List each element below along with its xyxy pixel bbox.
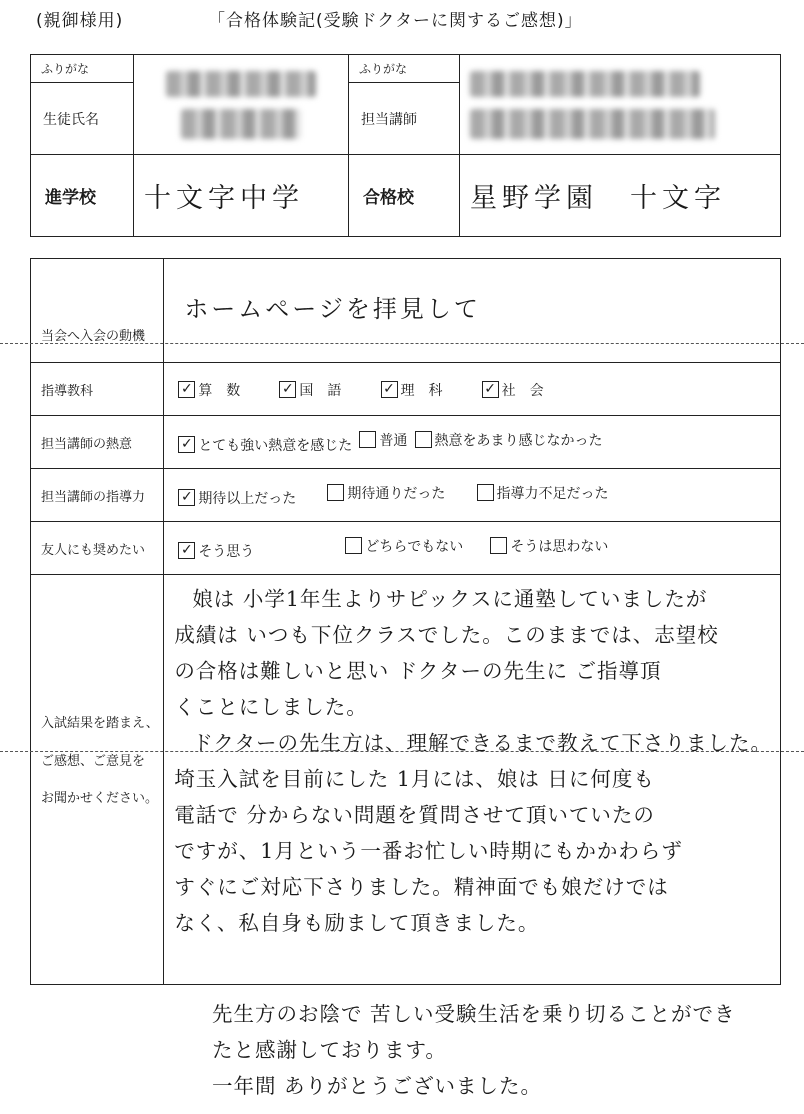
option-normal[interactable]: 普通	[359, 430, 407, 450]
checkbox-agree[interactable]: ✓	[178, 542, 195, 559]
teacher-furigana-label: ふりがな	[349, 55, 460, 83]
comment-line: 一年間 ありがとうございました。	[212, 1074, 543, 1098]
comment-line: たと感謝しております。	[212, 1038, 447, 1062]
ability-options	[164, 469, 781, 522]
checkbox-japanese[interactable]: ✓	[279, 381, 296, 398]
comment-line: ドクターの先生方は、理解できるまで教えて下さりました。	[192, 731, 772, 755]
ability-label: 担当講師の指導力	[31, 469, 164, 522]
audience-label: (親御様用)	[36, 11, 124, 31]
survey-table	[30, 258, 781, 985]
passed-school-value: 星野学園 十文字	[460, 155, 781, 237]
student-name-label: 生徒氏名	[31, 83, 134, 155]
comment-line: 電話で 分からない問題を質問させて頂いていたの	[174, 803, 655, 827]
checkbox-insufficient[interactable]	[477, 484, 494, 501]
comment-continuation	[212, 996, 792, 1104]
option-insufficient[interactable]: 指導力不足だった	[477, 483, 609, 503]
option-japanese[interactable]: ✓ 国 語	[279, 380, 341, 400]
comment-line: 先生方のお陰で 苦しい受験生活を乗り切ることができ	[212, 1002, 736, 1026]
comment-label-line: ご感想、ご意見を	[41, 753, 146, 769]
comment-line: くことにしました。	[174, 695, 368, 719]
comment-label-line: お聞かせください。	[41, 791, 159, 807]
checkbox-as-expected[interactable]	[327, 484, 344, 501]
comment-line: 成績は いつも下位クラスでした。このままでは、志望校	[174, 623, 719, 647]
subjects-label: 指導教科	[31, 363, 164, 416]
enthusiasm-label: 担当講師の熱意	[31, 416, 164, 469]
option-math[interactable]: ✓ 算 数	[178, 380, 240, 400]
checkbox-above-expectation[interactable]: ✓	[178, 489, 195, 506]
document-title: 「合格体験記(受験ドクターに関するご感想)」	[208, 11, 583, 31]
student-name-redacted	[134, 55, 349, 155]
comment-line: 埼玉入試を目前にした 1月には、娘は 日に何度も	[174, 767, 655, 791]
enrolled-school-value: 十文字中学	[134, 155, 349, 237]
checkbox-not-enthusiastic[interactable]	[415, 431, 432, 448]
comment-body	[164, 575, 781, 985]
option-agree[interactable]: ✓ そう思う	[178, 541, 254, 561]
fold-line	[0, 343, 804, 344]
comment-line: すぐにご対応下さりました。精神面でも娘だけでは	[174, 875, 669, 899]
comment-line: の合格は難しいと思い ドクターの先生に ご指導頂	[174, 659, 662, 683]
checkbox-normal[interactable]	[359, 431, 376, 448]
student-furigana-label: ふりがな	[31, 55, 134, 83]
passed-school-label: 合格校	[349, 155, 460, 237]
recommend-options	[164, 522, 781, 575]
teacher-label: 担当講師	[349, 83, 460, 155]
comment-line: ですが、1月という一番お忙しい時期にもかかわらず	[174, 839, 683, 863]
option-as-expected[interactable]: 期待通りだった	[327, 483, 445, 503]
option-science[interactable]: ✓ 理 科	[381, 380, 443, 400]
motive-value: ホームページを拝見して	[164, 259, 781, 363]
comment-label-line: 入試結果を踏まえ、	[41, 716, 159, 731]
option-above-expectation[interactable]: ✓ 期待以上だった	[178, 488, 296, 508]
option-not-enthusiastic[interactable]: 熱意をあまり感じなかった	[415, 430, 603, 450]
option-neutral[interactable]: どちらでもない	[345, 536, 463, 556]
checkbox-social[interactable]: ✓	[482, 381, 499, 398]
subjects-options	[164, 363, 781, 416]
checkbox-math[interactable]: ✓	[178, 381, 195, 398]
enrolled-school-label: 進学校	[31, 155, 134, 237]
comment-line: なく、私自身も励まして頂きました。	[174, 911, 540, 935]
option-disagree[interactable]: そうは思わない	[490, 536, 608, 556]
checkbox-neutral[interactable]	[345, 537, 362, 554]
checkbox-very-enthusiastic[interactable]: ✓	[178, 436, 195, 453]
comment-label	[31, 575, 164, 985]
option-social[interactable]: ✓ 社 会	[482, 380, 544, 400]
motive-label: 当会へ入会の動機	[31, 259, 164, 363]
teacher-name-redacted	[460, 55, 781, 155]
option-very-enthusiastic[interactable]: ✓ とても強い熱意を感じた	[178, 435, 352, 455]
enthusiasm-options	[164, 416, 781, 469]
student-info-table	[30, 54, 781, 237]
checkbox-disagree[interactable]	[490, 537, 507, 554]
comment-line: 娘は 小学1年生よりサピックスに通塾していましたが	[192, 587, 708, 611]
fold-line	[0, 751, 804, 752]
recommend-label: 友人にも奨めたい	[31, 522, 164, 575]
checkbox-science[interactable]: ✓	[381, 381, 398, 398]
